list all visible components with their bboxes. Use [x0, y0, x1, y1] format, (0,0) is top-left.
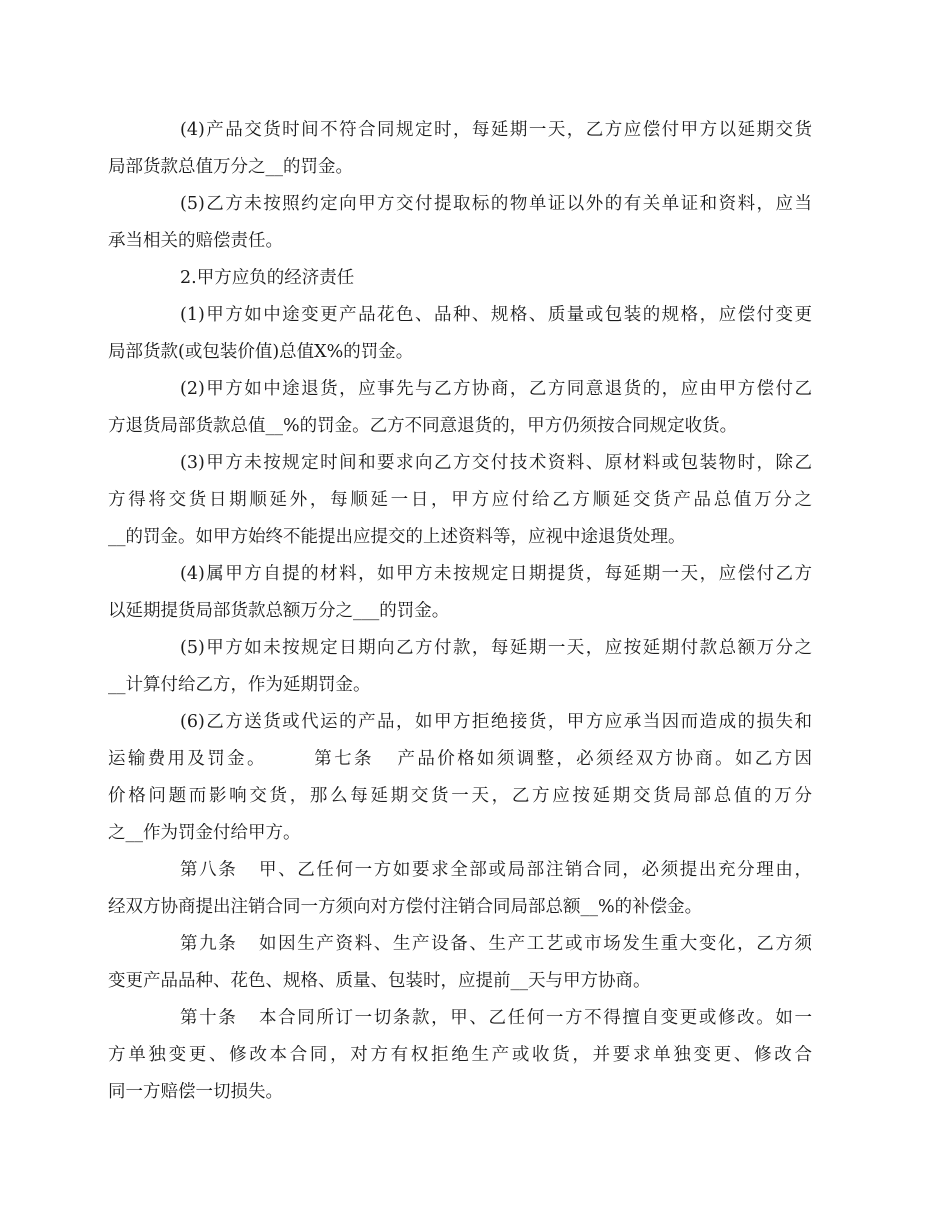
text-line: (2)甲方如中途退货，应事先与乙方协商，乙方同意退货的，应由甲方偿付乙 — [180, 379, 812, 399]
text-line: (4)产品交货时间不符合同规定时，每延期一天，乙方应偿付甲方以延期交货 — [180, 120, 812, 140]
text-line: (1)甲方如中途变更产品花色、品种、规格、质量或包装的规格，应偿付变更 — [180, 305, 812, 325]
paragraph-delivery-delay — [108, 112, 812, 186]
text-line: (3)甲方未按规定时间和要求向乙方交付技术资料、原材料或包装物时，除乙 — [180, 453, 812, 473]
paragraph-article-9 — [108, 926, 812, 1000]
text-line: (5)乙方未按照约定向甲方交付提取标的物单证以外的有关单证和资料，应当 — [180, 194, 812, 214]
text-line: 第八条 甲、乙任何一方如要求全部或局部注销合同，必须提出充分理由， — [180, 860, 812, 880]
text-line: __计算付给乙方，作为延期罚金。 — [108, 675, 371, 695]
paragraph-documents-liability — [108, 186, 812, 260]
text-line: (5)甲方如未按规定日期向乙方付款，每延期一天，应按延期付款总额万分之 — [180, 638, 812, 658]
text-line: 承当相关的赔偿责任。 — [108, 231, 283, 251]
text-line: 局部货款总值万分之__的罚金。 — [108, 157, 353, 177]
paragraph-self-pickup — [108, 556, 812, 630]
text-line: __的罚金。如甲方始终不能提出应提交的上述资料等，应视中途退货处理。 — [108, 527, 686, 547]
document-body — [108, 112, 812, 1111]
text-line: 第九条 如因生产资料、生产设备、生产工艺或市场发生重大变化，乙方须 — [180, 934, 812, 954]
text-line: (6)乙方送货或代运的产品，如甲方拒绝接货，甲方应承当因而造成的损失和 — [180, 712, 812, 732]
paragraph-change-specs — [108, 297, 812, 371]
text-line: 第十条 本合同所订一切条款，甲、乙任何一方不得擅自变更或修改。如一 — [180, 1008, 812, 1028]
text-line: 运输费用及罚金。 第七条 产品价格如须调整，必须经双方协商。如乙方因 — [108, 749, 812, 769]
text-line: (4)属甲方自提的材料，如甲方未按规定日期提货，每延期一天，应偿付乙方 — [180, 564, 812, 584]
text-line: 价格问题而影响交货，那么每延期交货一天，乙方应按延期交货局部总值的万分 — [108, 786, 812, 806]
text-line: 2.甲方应负的经济责任 — [180, 268, 355, 288]
text-line: 方单独变更、修改本合同，对方有权拒绝生产或收货，并要求单独变更、修改合 — [108, 1045, 812, 1065]
paragraph-technical-materials — [108, 445, 812, 556]
paragraph-refuse-delivery — [108, 704, 812, 852]
text-line: 变更产品品种、花色、规格、质量、包装时，应提前__天与甲方协商。 — [108, 971, 651, 991]
section-heading-party-a-liability — [144, 260, 812, 297]
paragraph-article-10 — [108, 1000, 812, 1111]
text-line: 以延期提货局部货款总额万分之___的罚金。 — [108, 601, 450, 621]
text-line: 之__作为罚金付给甲方。 — [108, 823, 301, 843]
text-line: 经双方协商提出注销合同一方须向对方偿付注销合同局部总额__%的补偿金。 — [108, 897, 703, 917]
text-line: 方得将交货日期顺延外，每顺延一日，甲方应付给乙方顺延交货产品总值万分之 — [108, 490, 812, 510]
text-line: 局部货款(或包装价值)总值X%的罚金。 — [108, 342, 414, 362]
paragraph-article-8 — [108, 852, 812, 926]
paragraph-return-goods — [108, 371, 812, 445]
text-line: 方退货局部货款总值__%的罚金。乙方不同意退货的，甲方仍须按合同规定收货。 — [108, 416, 738, 436]
paragraph-late-payment — [108, 630, 812, 704]
text-line: 同一方赔偿一切损失。 — [108, 1082, 283, 1102]
